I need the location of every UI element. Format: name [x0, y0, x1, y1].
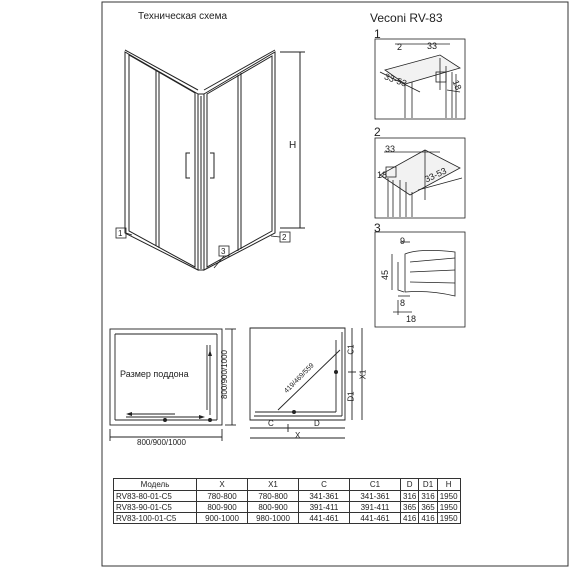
- detail-1-c: 33-53: [382, 71, 409, 89]
- cell: 416: [401, 513, 419, 524]
- col-c1: C1: [350, 479, 401, 491]
- detail-1-a: 2: [397, 42, 403, 52]
- cell: 365: [401, 502, 419, 513]
- detail-3-a: 9: [400, 236, 406, 246]
- dim-c1: C1: [346, 344, 356, 355]
- cell: 980-1000: [248, 513, 299, 524]
- detail-3-c: 8: [400, 298, 406, 308]
- dim-x1: X1: [358, 369, 368, 380]
- col-d: D: [401, 479, 419, 491]
- detail-1-number: 1: [374, 27, 381, 41]
- detail-3-number: 3: [374, 221, 381, 235]
- diagonal-label: 419/469/559: [283, 362, 316, 395]
- cell: 365: [419, 502, 437, 513]
- detail-1-b: 33: [427, 41, 438, 51]
- detail-3-b: 45: [380, 269, 391, 281]
- height-label: H: [289, 140, 297, 151]
- table-row: [114, 502, 461, 513]
- dim-d1: D1: [346, 391, 356, 402]
- col-model: Модель: [114, 479, 197, 491]
- dim-x: X: [295, 431, 301, 440]
- cell: 800-900: [248, 502, 299, 513]
- cell: RV83-90-01-C5: [114, 502, 197, 513]
- cell: 316: [419, 491, 437, 502]
- callout-3-label: 3: [221, 247, 226, 256]
- callout-2-label: 2: [282, 233, 287, 242]
- model-name: Veconi RV-83: [370, 11, 443, 25]
- callout-1-label: 1: [118, 229, 123, 238]
- cell: 316: [401, 491, 419, 502]
- cell: 391-411: [299, 502, 350, 513]
- detail-2-b: 18: [377, 170, 388, 180]
- col-c: C: [299, 479, 350, 491]
- spec-table: [113, 478, 461, 524]
- page-title: Техническая схема: [138, 11, 228, 22]
- col-h: H: [437, 479, 460, 491]
- cell: 900-1000: [197, 513, 248, 524]
- table-row: [114, 513, 461, 524]
- cell: 416: [419, 513, 437, 524]
- col-x1: X1: [248, 479, 299, 491]
- cell: 1950: [437, 513, 460, 524]
- cell: 341-361: [299, 491, 350, 502]
- cell: 1950: [437, 491, 460, 502]
- cell: 341-361: [350, 491, 401, 502]
- col-x: X: [197, 479, 248, 491]
- tray-width: 800/900/1000: [137, 438, 186, 447]
- tray-size-label: Размер поддона: [120, 369, 189, 379]
- cell: 441-461: [350, 513, 401, 524]
- col-d1: D1: [419, 479, 437, 491]
- detail-2-a: 33: [385, 144, 396, 154]
- cell: 441-461: [299, 513, 350, 524]
- cell: 391-411: [350, 502, 401, 513]
- detail-2-c: 33-53: [422, 165, 449, 185]
- spec-table-header: [114, 479, 461, 491]
- detail-1-d: 18: [450, 78, 464, 92]
- tray-height: 800/900/1000: [219, 350, 229, 399]
- table-row: [114, 491, 461, 502]
- dim-c: C: [268, 419, 274, 428]
- cell: RV83-100-01-C5: [114, 513, 197, 524]
- cell: RV83-80-01-C5: [114, 491, 197, 502]
- cell: 800-900: [197, 502, 248, 513]
- cell: 780-800: [248, 491, 299, 502]
- detail-3-d: 18: [406, 314, 417, 324]
- dim-d: D: [314, 419, 320, 428]
- cell: 780-800: [197, 491, 248, 502]
- detail-2-number: 2: [374, 125, 381, 139]
- cell: 1950: [437, 502, 460, 513]
